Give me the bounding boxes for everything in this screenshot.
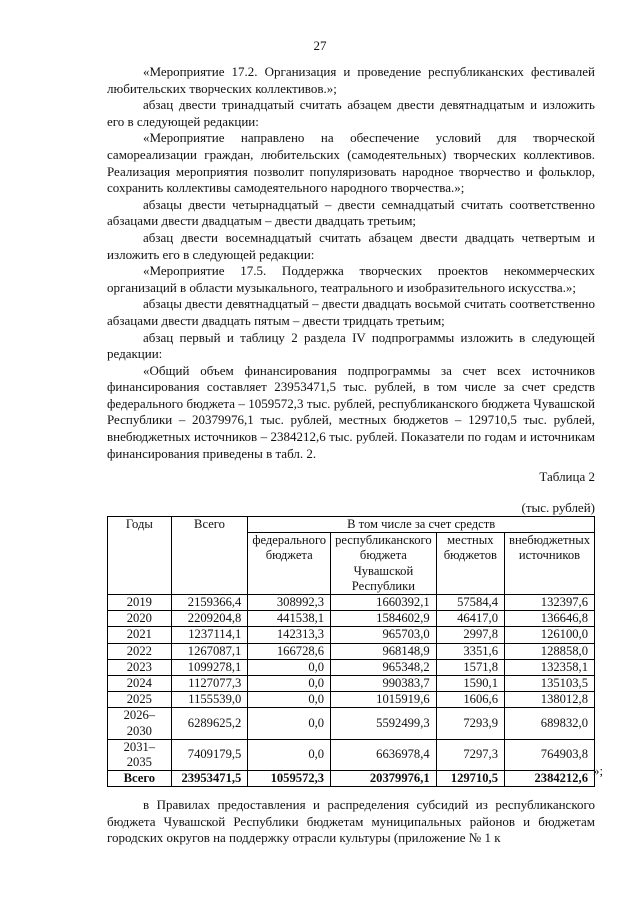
- table-cell-extra: 136646,8: [505, 611, 595, 627]
- total-cell-federal: 1059572,3: [248, 771, 331, 787]
- header-years: Годы: [108, 517, 172, 595]
- table-cell-federal: 0,0: [248, 676, 331, 692]
- table-cell-federal: 0,0: [248, 692, 331, 708]
- table-cell-federal: 441538,1: [248, 611, 331, 627]
- table-cell-local: 7293,9: [436, 708, 504, 739]
- total-cell-label: Всего: [108, 771, 172, 787]
- table-cell-extra: 138012,8: [505, 692, 595, 708]
- paragraph-6: «Мероприятие 17.5. Поддержка творческих проектов некоммерческих организаций в области музыкального, театрального и изобразительного искусства.»;: [107, 263, 595, 295]
- table-cell-republic: 1015919,6: [331, 692, 437, 708]
- table-cell-year: 2023: [108, 659, 172, 675]
- header-group: В том числе за счет средств: [248, 517, 595, 533]
- table-cell-total: 2209204,8: [171, 611, 248, 627]
- table-cell-local: 1606,6: [436, 692, 504, 708]
- table-cell-year: 2022: [108, 643, 172, 659]
- financing-table: [107, 516, 595, 787]
- paragraph-3: «Мероприятие направлено на обеспечение условий для творческой самореализации граждан, любительских (самодеятельных) творческих коллективов. Реализация мероприятия позволит популяризовать народное творчество и фольклор, сохранить коллективы самодеятельного народного творчества.»;: [107, 130, 595, 196]
- total-cell-extra: 2384212,6: [505, 771, 595, 787]
- table-row: [108, 595, 595, 611]
- table-cell-extra: 764903,8: [505, 739, 595, 770]
- table-cell-local: 2997,8: [436, 627, 504, 643]
- table-cell-extra: 128858,0: [505, 643, 595, 659]
- table-cell-year: 2024: [108, 676, 172, 692]
- table-cell-federal: 166728,6: [248, 643, 331, 659]
- bottom-text: [107, 797, 595, 847]
- table-row: [108, 643, 595, 659]
- header-federal: федерального бюджета: [248, 533, 331, 595]
- table-cell-year: 2019: [108, 595, 172, 611]
- table-row: [108, 627, 595, 643]
- total-cell-local: 129710,5: [436, 771, 504, 787]
- table-cell-federal: 0,0: [248, 659, 331, 675]
- table-cell-total: 1237114,1: [171, 627, 248, 643]
- table-cell-republic: 990383,7: [331, 676, 437, 692]
- table-cell-republic: 1660392,1: [331, 595, 437, 611]
- header-local: местных бюджетов: [436, 533, 504, 595]
- table-cell-extra: 689832,0: [505, 708, 595, 739]
- paragraph-4: абзацы двести четырнадцатый – двести семнадцатый считать соответственно абзацами двести двадцатым – двести двадцать третьим;: [107, 196, 595, 229]
- table-cell-federal: 0,0: [248, 739, 331, 770]
- table-units: (тыс. рублей): [521, 500, 595, 515]
- table-cell-extra: 132358,1: [505, 659, 595, 675]
- header-total: Всего: [171, 517, 248, 595]
- header-republic: республиканского бюджета Чувашской Республики: [331, 533, 437, 595]
- table-cell-local: 1590,1: [436, 676, 504, 692]
- table-cell-extra: 135103,5: [505, 676, 595, 692]
- paragraph-2: абзац двести тринадцатый считать абзацем двести девятнадцатым и изложить его в следующей редакции:: [107, 97, 595, 129]
- table-body: [108, 595, 595, 787]
- table-cell-federal: 308992,3: [248, 595, 331, 611]
- table-cell-total: 7409179,5: [171, 739, 248, 770]
- body-text: [107, 64, 595, 462]
- total-cell-republic: 20379976,1: [331, 771, 437, 787]
- table-cell-year: 2026–2030: [108, 708, 172, 739]
- paragraph-1: «Мероприятие 17.2. Организация и проведение республиканских фестивалей любительских творческих коллективов.»;: [107, 64, 595, 96]
- table-cell-total: 1127077,3: [171, 676, 248, 692]
- bottom-paragraph: в Правилах предоставления и распределения субсидий из республиканского бюджета Чувашской Республики бюджетам муниципальных районов и бюджетам городских округов на поддержку отрасли культуры (приложение № 1 к: [107, 797, 595, 846]
- table-cell-total: 6289625,2: [171, 708, 248, 739]
- paragraph-5: абзац двести восемнадцатый считать абзацем двести двадцать четвертым и изложить его в следующей редакции:: [107, 229, 595, 262]
- table-cell-republic: 965348,2: [331, 659, 437, 675]
- table-cell-total: 1267087,1: [171, 643, 248, 659]
- table-cell-year: 2020: [108, 611, 172, 627]
- table-cell-total: 2159366,4: [171, 595, 248, 611]
- table-cell-total: 1155539,0: [171, 692, 248, 708]
- header-extra: внебюджетных источников: [505, 533, 595, 595]
- table-cell-local: 3351,6: [436, 643, 504, 659]
- table-cell-year: 2025: [108, 692, 172, 708]
- table-row: [108, 739, 595, 770]
- paragraph-8: абзац первый и таблицу 2 раздела IV подпрограммы изложить в следующей редакции:: [107, 329, 595, 362]
- table-cell-local: 57584,4: [436, 595, 504, 611]
- table-row: [108, 611, 595, 627]
- table-cell-republic: 965703,0: [331, 627, 437, 643]
- table-cell-republic: 6636978,4: [331, 739, 437, 770]
- table-caption: Таблица 2: [539, 469, 595, 484]
- table-cell-federal: 142313,3: [248, 627, 331, 643]
- table-row: [108, 708, 595, 739]
- table-cell-republic: 5592499,3: [331, 708, 437, 739]
- table-row: [108, 676, 595, 692]
- closing-mark: »;: [593, 763, 604, 778]
- table-cell-year: 2021: [108, 627, 172, 643]
- table-total-row: [108, 771, 595, 787]
- table-cell-republic: 1584602,9: [331, 611, 437, 627]
- table-cell-republic: 968148,9: [331, 643, 437, 659]
- table-row: [108, 659, 595, 675]
- table-cell-total: 1099278,1: [171, 659, 248, 675]
- table-cell-extra: 126100,0: [505, 627, 595, 643]
- total-cell-total: 23953471,5: [171, 771, 248, 787]
- table-cell-local: 1571,8: [436, 659, 504, 675]
- table-cell-local: 7297,3: [436, 739, 504, 770]
- page-number: 27: [313, 38, 327, 53]
- table-cell-local: 46417,0: [436, 611, 504, 627]
- paragraph-7: абзацы двести девятнадцатый – двести двадцать восьмой считать соответственно абзацами двести двадцать пятым – двести тридцать третьим;: [107, 296, 595, 328]
- table-cell-year: 2031–2035: [108, 739, 172, 770]
- table-cell-extra: 132397,6: [505, 595, 595, 611]
- table-row: [108, 692, 595, 708]
- paragraph-9: «Общий объем финансирования подпрограммы за счет всех источников финансирования составляет 23953471,5 тыс. рублей, в том числе за счет средств федерального бюджета – 1059572,3 тыс. рублей, республиканского бюджета Чувашской Республики – 20379976,1 тыс. рублей, местных бюджетов – 129710,5 тыс. рублей, внебюджетных источников – 2384212,6 тыс. рублей. Показатели по годам и источникам финансирования приведены в табл. 2.: [107, 362, 595, 461]
- table-cell-federal: 0,0: [248, 708, 331, 739]
